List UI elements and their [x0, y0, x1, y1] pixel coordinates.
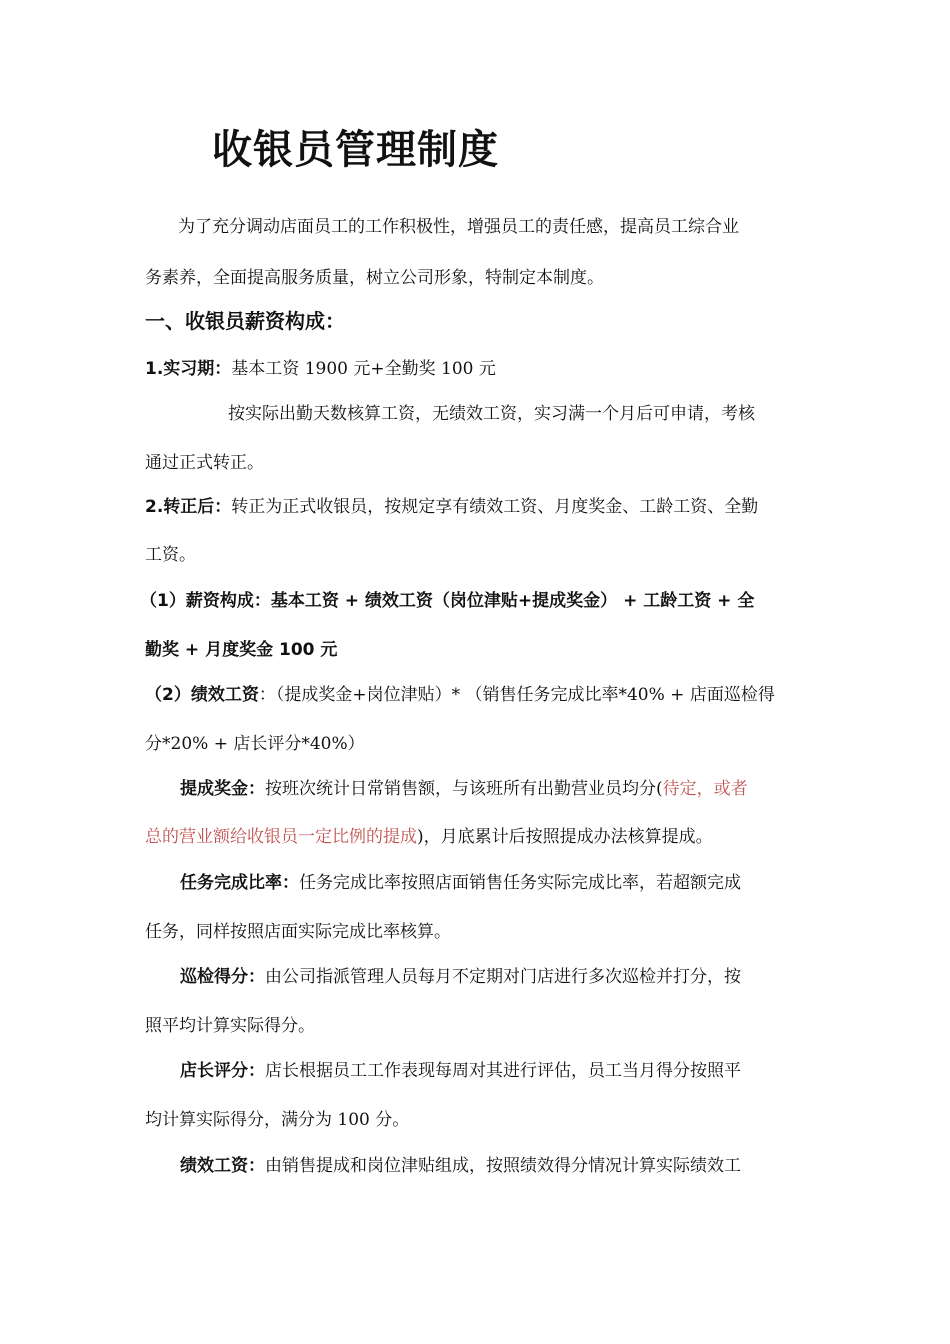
inspection-label: 巡检得分： [180, 967, 265, 987]
salary-structure-line-2: 勤奖 + 月度奖金 100 元 [145, 640, 338, 660]
performance-pay-label: 绩效工资： [180, 1156, 265, 1176]
bonus-text: 按班次统计日常销售额，与该班所有出勤营业员均分( [265, 779, 663, 799]
bonus-label: 提成奖金： [180, 779, 265, 799]
performance-formula-label: （2）绩效工资 [145, 685, 259, 705]
manager-line-2: 均计算实际得分，满分为 100 分。 [145, 1110, 410, 1130]
intro-line-1: 为了充分调动店面员工的工作积极性，增强员工的责任感，提高员工综合业 [178, 217, 739, 237]
manager-line-1 [180, 1058, 741, 1084]
performance-pay-text: 由销售提成和岗位津贴组成，按照绩效得分情况计算实际绩效工 [265, 1156, 741, 1176]
bonus-text-2: )，月底累计后按照提成办法核算提成。 [417, 827, 713, 847]
inspection-line-2: 照平均计算实际得分。 [145, 1016, 315, 1036]
inspection-text: 由公司指派管理人员每月不定期对门店进行多次巡检并打分，按 [265, 967, 741, 987]
regular-label: 2.转正后： [145, 497, 232, 517]
page-title: 收银员管理制度 [212, 127, 499, 173]
bonus-line-2 [145, 824, 713, 850]
manager-text: 店长根据员工工作表现每周对其进行评估，员工当月得分按照平 [265, 1061, 741, 1081]
bonus-line-1 [180, 776, 748, 802]
internship-line [145, 356, 496, 382]
section-heading: 一、收银员薪资构成： [145, 309, 345, 333]
task-text: 任务完成比率按照店面销售任务实际完成比率，若超额完成 [299, 873, 741, 893]
internship-detail-2: 通过正式转正。 [145, 453, 264, 473]
inspection-line-1 [180, 964, 741, 990]
regular-line [145, 494, 758, 520]
bonus-note-2: 总的营业额给收银员一定比例的提成 [145, 827, 417, 847]
internship-label: 1.实习期： [145, 359, 232, 379]
manager-label: 店长评分： [180, 1061, 265, 1081]
task-label: 任务完成比率： [180, 873, 299, 893]
performance-formula-line-2: 分*20% + 店长评分*40%） [145, 734, 365, 754]
regular-text-2: 工资。 [145, 545, 196, 565]
regular-text: 转正为正式收银员，按规定享有绩效工资、月度奖金、工龄工资、全勤 [231, 497, 759, 517]
performance-pay-line [180, 1153, 741, 1179]
task-line-2: 任务，同样按照店面实际完成比率核算。 [145, 922, 451, 942]
bonus-note-1: 待定，或者 [662, 779, 748, 799]
performance-formula-line-1 [145, 682, 775, 708]
performance-formula-text: ：（提成奖金+岗位津贴）* （销售任务完成比率*40% + 店面巡检得 [258, 685, 775, 705]
internship-detail-1: 按实际出勤天数核算工资，无绩效工资，实习满一个月后可申请，考核 [228, 404, 755, 424]
intro-line-2: 务素养，全面提高服务质量，树立公司形象，特制定本制度。 [145, 268, 604, 288]
task-line-1 [180, 870, 741, 896]
salary-structure-line-1: （1）薪资构成：基本工资 + 绩效工资（岗位津贴+提成奖金） + 工龄工资 + 全 [140, 591, 755, 611]
internship-text: 基本工资 1900 元+全勤奖 100 元 [231, 359, 496, 379]
